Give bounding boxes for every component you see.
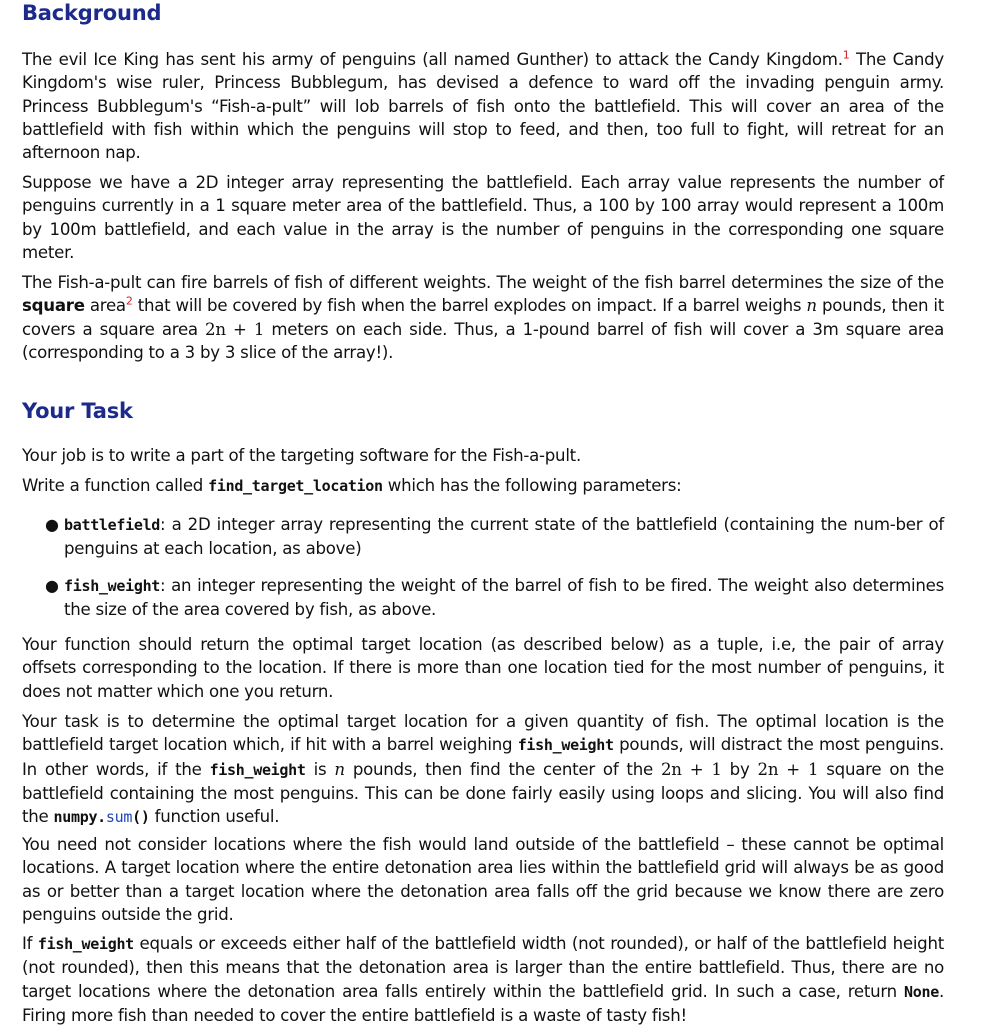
background-paragraph-3: The Fish-a-pult can fire barrels of fish of different weights. The weight of the fish barrel determines the size of the square area$^2$ that will be covered by fish when the barrel explodes on impact. If a barrel weighs n pounds, then it covers a square area 2n + 1 meters on each side. Thus, a 1-pound barrel of fish will cover a 3m square area (corresponding to a 3 by 3 slice of the array!). [22, 273, 944, 362]
footnote-ref-2[interactable]: 2 [125, 294, 133, 308]
task-paragraph-4: Your task is to determine the optimal target location for a given quantity of fish. The optimal location is the battlefield target location which, if hit with a barrel weighing fish_weight pounds, will distract the most penguins. In other words, if the fish_weight is n pounds, then find the center of the 2n + 1 by 2n + 1 square on the battlefield containing the most penguins. This can be done fairly easily using loops and slicing. You will also find the numpy.sum() function useful. [22, 712, 944, 827]
list-item: ● battlefield: a 2D integer array representing the current state of the battlefield (containing the num-ber of penguins at each location, as above) [45, 515, 944, 559]
bullet-icon: ● [45, 515, 59, 534]
task-paragraph-6: If fish_weight equals or exceeds either half of the battlefield width (not rounded), or half of the battlefield height (not rounded), then this means that the detonation area is larger than the entire battlefield. Thus, there are no target locations where the detonation area falls entirely within the battlefield grid. In such a case, return None. Firing more fish than needed to cover the entire battlefield is a waste of tasty fish! [22, 934, 944, 1025]
list-item: ● fish_weight: an integer representing the weight of the barrel of fish to be fired. The weight also determines the size of the area covered by fish, as above. [45, 575, 944, 619]
background-heading: Background [22, 1, 162, 25]
task-paragraph-1: Your job is to write a part of the targeting software for the Fish-a-pult. [22, 446, 581, 465]
task-paragraph-5: You need not consider locations where the fish would land outside of the battlefield – these cannot be optimal locations. A target location where the entire detonation area lies within the battlefield grid will always be as good as or better than a target location where the detonation area falls off the grid because we know there are zero penguins outside the grid. [22, 835, 944, 924]
footnote-ref-1[interactable]: 1 [842, 48, 850, 62]
parameter-list [22, 513, 944, 621]
task-paragraph-2: Write a function called find_target_location which has the following parameters: [22, 476, 682, 495]
task-paragraph-3: Your function should return the optimal target location (as described below) as a tuple, i.e, the pair of array offsets corresponding to the location. If there is more than one location tied for the most number of penguins, it does not matter which one you return. [22, 635, 944, 701]
background-paragraph-2: Suppose we have a 2D integer array representing the battlefield. Each array value represents the number of penguins currently in a 1 square meter area of the battlefield. Thus, a 100 by 100 array would represent a 100m by 100m battlefield, and each value in the array is the number of penguins in the corresponding one square meter. [22, 173, 944, 262]
your-task-heading: Your Task [22, 399, 133, 423]
background-paragraph-1: The evil Ice King has sent his army of penguins (all named Gunther) to attack the Candy Kingdom.$^1$ The Candy Kingdom's wise ruler, Princess Bubblegum, has devised a defence to ward off the invading penguin army. Princess Bubblegum's “Fish-a-pult” will lob barrels of fish onto the battlefield. This will cover an area of the battlefield with fish within which the penguins will stop to feed, and then, too full to fight, will retreat for an afternoon nap. [22, 48, 944, 163]
bullet-icon: ● [45, 575, 59, 595]
function-name-code: find_target_location [208, 477, 383, 495]
